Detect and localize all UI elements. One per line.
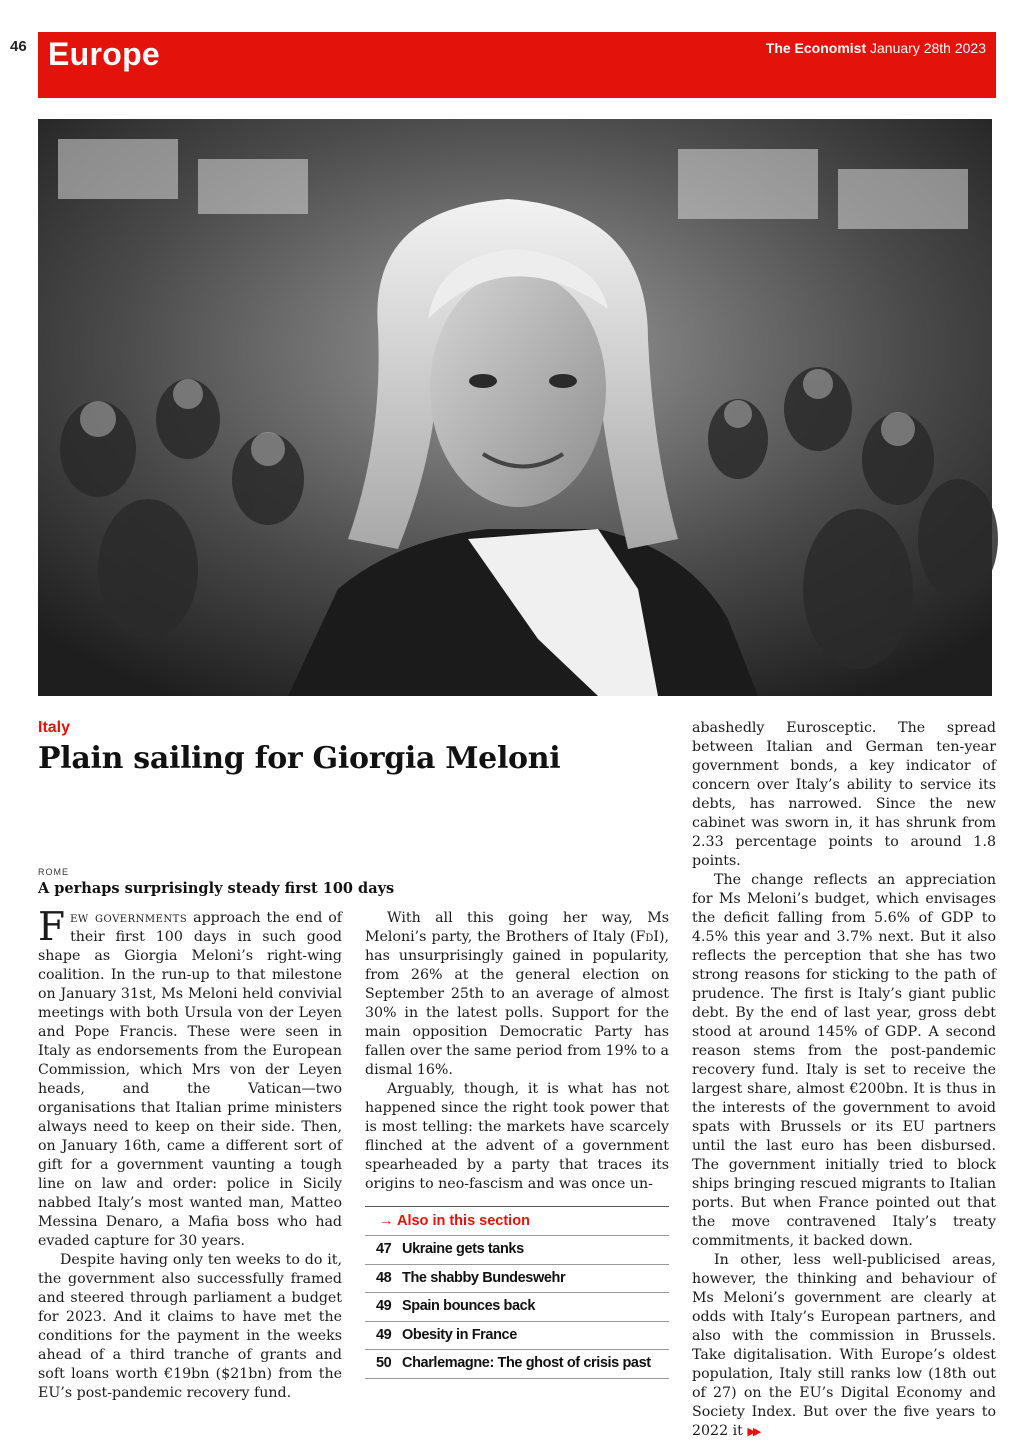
- acronym: EU: [799, 1385, 822, 1401]
- section-link-page: 49: [376, 1326, 392, 1343]
- paragraph: [692, 1251, 996, 1441]
- acronym: GDP: [884, 1024, 918, 1040]
- acronym: FdI: [635, 929, 659, 945]
- section-link-page: 49: [376, 1298, 392, 1314]
- body-column-2: [365, 909, 669, 1194]
- issue-date: January 28th 2023: [870, 40, 986, 56]
- acronym: EU: [38, 1385, 61, 1401]
- section-banner: [38, 32, 996, 98]
- section-link-title: Obesity in France: [402, 1326, 517, 1343]
- paragraph-text: The change reflects an appreciation for Ms Meloni’s budget, which envisages the deficit falling from 5.6% of: [692, 872, 996, 926]
- paragraph-text: In other, less well-publicised areas, however, the thinking and behaviour of Ms Meloni’s government are clearly at odds with Italy’s European partners, and also with the commission in Brussels. Take digitalisation. With Europe’s oldest population, Italy still ranks low (18th out of 27) on the: [692, 1252, 996, 1401]
- paragraph: [692, 871, 996, 1251]
- section-link[interactable]: [365, 1350, 669, 1379]
- paragraph: [38, 1251, 342, 1403]
- continue-arrow-icon: ▶▶: [747, 1425, 759, 1438]
- section-link-page: 47: [376, 1241, 392, 1257]
- section-link[interactable]: [365, 1293, 669, 1322]
- section-link-title: The shabby Bundeswehr: [402, 1269, 566, 1286]
- section-link[interactable]: [365, 1322, 669, 1351]
- article-headline: Plain sailing for Giorgia Meloni: [38, 741, 561, 776]
- paragraph-text: partners until the last euro has been disbursed. The government initially tried to block ships bringing rescued migrants to Italian ports. But when France pointed out that the move contravened Italy’s treaty commitments, it backed down.: [692, 1119, 996, 1249]
- paragraph: Arguably, though, it is what has not happened since the right took power that is most telling: the markets have scarcely flinched at the advent of a government spearheaded by a party that traces its origins to neo-fascism and was once un-: [365, 1081, 669, 1192]
- publication-name: The Economist: [765, 40, 867, 56]
- paragraph-text: Despite having only ten weeks to do it, the government also successfully framed and steered through parliament a budget for 2023. And it claims to have met the conditions for the payment in the weeks ahead of a third tranche of grants and soft loans worth €19bn ($21bn) from the: [38, 1252, 342, 1382]
- paragraph: [38, 905, 342, 1251]
- section-link-page: 50: [376, 1355, 392, 1371]
- section-link-title: Charlemagne: The ghost of crisis past: [402, 1355, 651, 1371]
- also-in-section-heading: → Also in this section: [365, 1206, 669, 1236]
- section-link-page: 48: [376, 1269, 392, 1286]
- body-column-3: [692, 719, 996, 1441]
- acronym: GDP: [940, 910, 974, 926]
- paragraph-text: ’s post-pandemic recovery fund.: [60, 1385, 292, 1401]
- section-link[interactable]: [365, 1236, 669, 1265]
- article-photo: [38, 119, 992, 696]
- body-column-1: [38, 905, 342, 1403]
- article-flytitle: A perhaps surprisingly steady first 100 days: [38, 880, 395, 897]
- section-link-title: Spain bounces back: [402, 1298, 536, 1314]
- article-rubric: Italy: [38, 719, 71, 736]
- paragraph-text: ’s Digital Economy and Society Index. But over the five years to 2022 it: [692, 1385, 997, 1439]
- drop-cap: F: [38, 905, 66, 950]
- acronym: EU: [902, 1119, 925, 1135]
- page-number: 46: [10, 38, 27, 55]
- paragraph-text: approach the end of their first 100 days in such good shape as Giorgia Meloni’s right-wing coalition. In the run-up to that milestone on January 31st, Ms Meloni held convivial meetings with both Ursula von der Leyen and Pope Francis. These were seen in Italy as endorsements from the European Commission, which Mrs von der Leyen heads, and the Vatican—two organisations that Italian prime ministers always need to keep on their side. Then, on January 16th, came a different sort of gift for a government vaunting a tough line on law and order: police in Sicily nabbed Italy’s most wanted man, Matteo Messina Denaro, a Mafia boss who had evaded capture for 30 years.: [38, 910, 342, 1249]
- masthead: [766, 40, 986, 56]
- also-in-section-box: [365, 1206, 669, 1379]
- paragraph: abashedly Eurosceptic. The spread between Italian and German ten-year government bonds, a key indicator of concern over Italy’s ability to service its debts, has narrowed. Since the new cabinet was sworn in, it has shrunk from 2.33 percentage points to around 1.8 points.: [692, 720, 996, 869]
- paragraph-text: . A second reason stems from the post-pandemic recovery fund. Italy is set to receive the largest share, almost €200bn. It is thus in the interests of the government to avoid spats with Brussels or its: [692, 1024, 996, 1135]
- paragraph-text: With all this going her way, Ms Meloni’s party, the Brothers of Italy (: [365, 910, 669, 945]
- paragraph-text: ), has unsurprisingly gained in popularity, from 26% at the general election on September 25th to an average of almost 30% in the latest polls. Support for the main opposition Democratic Party has fallen over the same period from 19% to a dismal 16%.: [365, 929, 669, 1078]
- section-link[interactable]: [365, 1265, 669, 1294]
- section-title: Europe: [48, 36, 161, 72]
- article-dateline: ROME: [38, 867, 69, 877]
- portrait-illustration: [38, 119, 992, 696]
- lead-in: ew governments: [70, 910, 188, 926]
- paragraph: [365, 909, 669, 1080]
- section-link-title: Ukraine gets tanks: [402, 1241, 524, 1257]
- paragraph-text: to 4.5% this year and 3.7% next. But it also reflects the perception that she has two strong reasons for sticking to the path of prudence. The first is Italy’s giant public debt. By the end of last year, gross debt stood at around 145% of: [692, 910, 996, 1040]
